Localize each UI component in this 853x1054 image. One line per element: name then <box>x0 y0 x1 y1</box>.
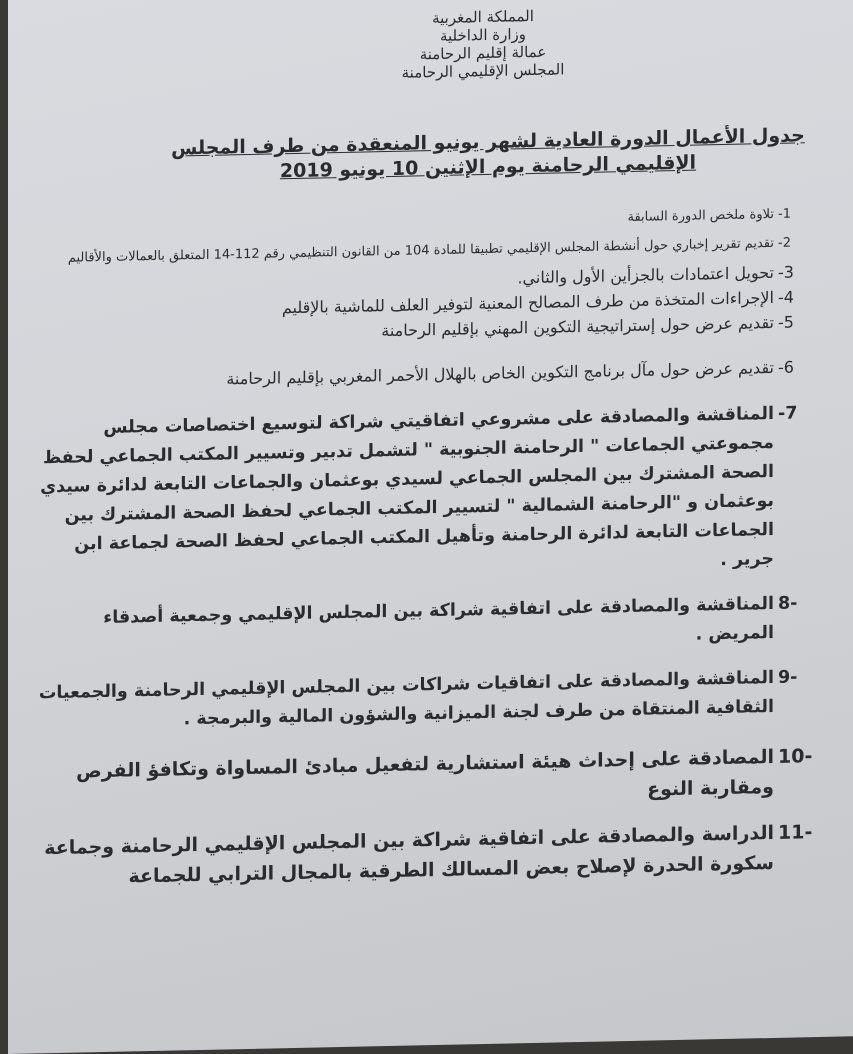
agenda-item-text: الإجراءات المتخذة من طرف المصالح المعنية لتوفير العلف للماشية بالإقليم <box>281 287 774 318</box>
document-page <box>8 0 853 1054</box>
title-line-1: جدول الأعمال الدورة العادية لشهر يونيو المنعقدة من طرف المجلس <box>171 124 805 160</box>
agenda-item <box>38 589 818 663</box>
letterhead <box>368 6 598 83</box>
agenda-item-text: تحويل اعتمادات بالجزأين الأول والثاني. <box>517 262 774 288</box>
agenda-item-number: -6 <box>778 357 794 377</box>
agenda-item-text: المناقشة والمصادقة على مشروعي اتفاقيتي شراكة لتوسيع اختصاصات مجلس مجموعتي الجماعات " الرحامنة الجنوبية " لتشمل تدبير وتسيير المكتب الجماعي لحفظ الصحة المشترك بين المجلس الجماعي لسيدي بوعثمان والجماعات التابعة لدائرة سيدي بوعثمان و "الرحامنة الشمالية " لتسيير المكتب الجماعي لحفظ الصحة المشترك بين الجماعات التابعة لدائرة الرحامنة وتأهيل المكتب الجماعي لحفظ الصحة لجماعة ابن جرير . <box>40 403 774 571</box>
header-prefecture: عمالة إقليم الرحامنة <box>419 42 547 64</box>
agenda-item <box>38 817 818 893</box>
agenda-item-text: تقديم تقرير إخباري حول أنشطة المجلس الإقليمي تطبيقا للمادة 104 من القانون التنظيمي رقم 112-14 المتعلق بالعمالات والأقاليم <box>67 235 774 266</box>
agenda-item <box>38 741 818 817</box>
agenda-item-number: -3 <box>778 262 794 282</box>
agenda-item-number: -4 <box>778 287 794 307</box>
header-ministry: وزارة الداخلية <box>439 25 527 45</box>
agenda-item-number: -1 <box>778 206 791 222</box>
agenda-item-text: المصادقة على إحداث هيئة استشارية لتفعيل مبادئ المساواة وتكافؤ الفرص ومقاربة النوع <box>76 745 774 801</box>
agenda-item-text: تلاوة ملخص الدورة السابقة <box>627 206 774 226</box>
agenda-item-number: -5 <box>778 312 794 332</box>
agenda-list <box>38 201 818 893</box>
agenda-item-number: 8- <box>778 593 798 614</box>
header-council: المجلس الإقليمي الرحامنة <box>401 60 565 82</box>
agenda-item-text: المناقشة والمصادقة على اتفاقيات شراكات بين المجلس الإقليمي الرحامنة والجمعيات الثقافية المنتقاة من طرف لجنة الميزانية والشؤون المالية والبرمجة . <box>38 667 774 730</box>
title-line-2: الإقليمي الرحامنة يوم الإثنين 10 يونيو 2019 <box>279 151 697 183</box>
agenda-item <box>38 354 818 395</box>
agenda-item-number: 9- <box>778 667 798 688</box>
agenda-item-number: 11- <box>778 821 813 844</box>
header-kingdom: المملكة المغربية <box>432 6 534 28</box>
agenda-item <box>38 399 818 589</box>
agenda-item-text: تقديم عرض حول إستراتيجية التكوين المهني بإقليم الرحامنة <box>381 312 774 341</box>
agenda-item-text: الدراسة والمصادقة على اتفاقية شراكة بين المجلس الإقليمي الرحامنة وجماعة سكورة الحدرة لإصلاح بعض المسالك الطرقية بالمجال الترابي للجماعة <box>44 821 774 888</box>
agenda-item-number: 10- <box>778 745 813 768</box>
document-title <box>168 123 808 186</box>
agenda-item-text: تقديم عرض حول مآل برنامج التكوين الخاص بالهلال الأحمر المغربي بإقليم الرحامنة <box>226 357 774 389</box>
agenda-item-number: -2 <box>778 235 791 251</box>
agenda-item-text: المناقشة والمصادقة على اتفاقية شراكة بين المجلس الإقليمي وجمعية أصدقاء المريض . <box>103 593 774 645</box>
agenda-item-number: -7 <box>778 403 798 424</box>
agenda-item <box>38 663 818 737</box>
